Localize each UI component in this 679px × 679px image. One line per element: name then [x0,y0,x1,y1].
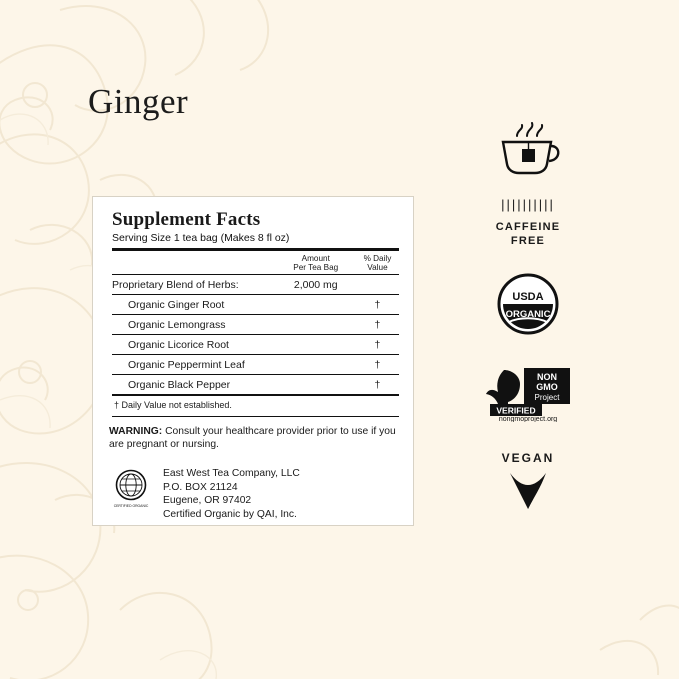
svg-text:ORGANIC: ORGANIC [505,308,551,320]
table-row [112,335,399,355]
caffeine-free-line1: CAFFEINE [495,221,561,233]
header-dv-line1: % Daily [363,254,392,263]
table-row [112,375,399,395]
address-line: P.O. BOX 21124 [163,481,238,493]
header-amount-line2: Per Tea Bag [293,263,339,273]
vegan-block [468,451,588,518]
divider-thin [112,416,399,417]
page-title: Ginger [88,82,189,121]
warning-body: Consult your healthcare provider prior to use if you are pregnant or nursing. [109,426,396,451]
row-amount [276,375,356,395]
certification-icon-column [468,120,588,542]
warning-text [109,426,399,452]
svg-text:VERIFIED: VERIFIED [496,405,536,416]
row-label: Organic Lemongrass [112,315,276,335]
row-amount [276,335,356,355]
svg-text:NON: NON [537,371,557,382]
company-address [163,465,300,521]
table-header-row [112,251,399,275]
svg-text:USDA: USDA [512,290,544,303]
table-row [112,355,399,375]
svg-text:GMO: GMO [536,381,558,392]
table-row [112,295,399,315]
non-gmo-block [468,364,588,427]
serving-size: Serving Size 1 tea bag (Makes 8 fl oz) [112,232,290,244]
non-gmo-verified-icon [476,364,580,422]
daily-value-footnote: † Daily Value not established. [114,400,232,411]
warning-label: WARNING: [109,426,163,438]
row-dv [356,275,399,295]
caffeine-free-line2: FREE [510,235,546,248]
svg-text:Project: Project [534,392,560,402]
table-row [112,315,399,335]
supplement-facts-panel [92,196,414,526]
header-blank [112,251,276,275]
address-line: East West Tea Company, LLC [163,468,300,480]
header-daily-value [356,251,399,275]
company-address-block [109,465,399,521]
header-dv-line2: Value [367,263,388,273]
svg-text:nongmoproject.org: nongmoproject.org [498,415,558,422]
row-amount [276,315,356,335]
usda-organic-block [468,273,588,340]
row-label: Proprietary Blend of Herbs: [112,275,276,295]
supplement-facts-title: Supplement Facts [112,209,261,230]
row-dv: † [356,335,399,355]
row-dv: † [356,295,399,315]
certified-organic-seal-icon [109,465,153,509]
row-label: Organic Licorice Root [112,335,276,355]
row-dv: † [356,315,399,335]
vegan-caption: VEGAN [501,450,555,465]
dashed-divider: |||||||||| [501,197,555,212]
teacup-icon [489,120,567,190]
header-amount-line1: Amount [301,254,330,263]
row-dv: † [356,375,399,395]
caffeine-free-caption [468,220,588,249]
row-dv: † [356,355,399,375]
header-amount [276,251,356,275]
row-amount [276,295,356,315]
usda-organic-icon [497,273,559,335]
svg-text:CERTIFIED ORGANIC: CERTIFIED ORGANIC [113,504,149,509]
caffeine-free-block [468,120,588,249]
table-row [112,275,399,295]
address-line: Eugene, OR 97402 [163,495,252,507]
address-line: Certified Organic by QAI, Inc. [163,508,297,520]
row-amount: 2,000 mg [276,275,356,295]
row-label: Organic Black Pepper [112,375,276,395]
supplement-facts-table [112,251,399,394]
row-label: Organic Peppermint Leaf [112,355,276,375]
divider-medium [112,394,399,396]
row-amount [276,355,356,375]
vegan-leaf-icon [502,467,554,513]
row-label: Organic Ginger Root [112,295,276,315]
